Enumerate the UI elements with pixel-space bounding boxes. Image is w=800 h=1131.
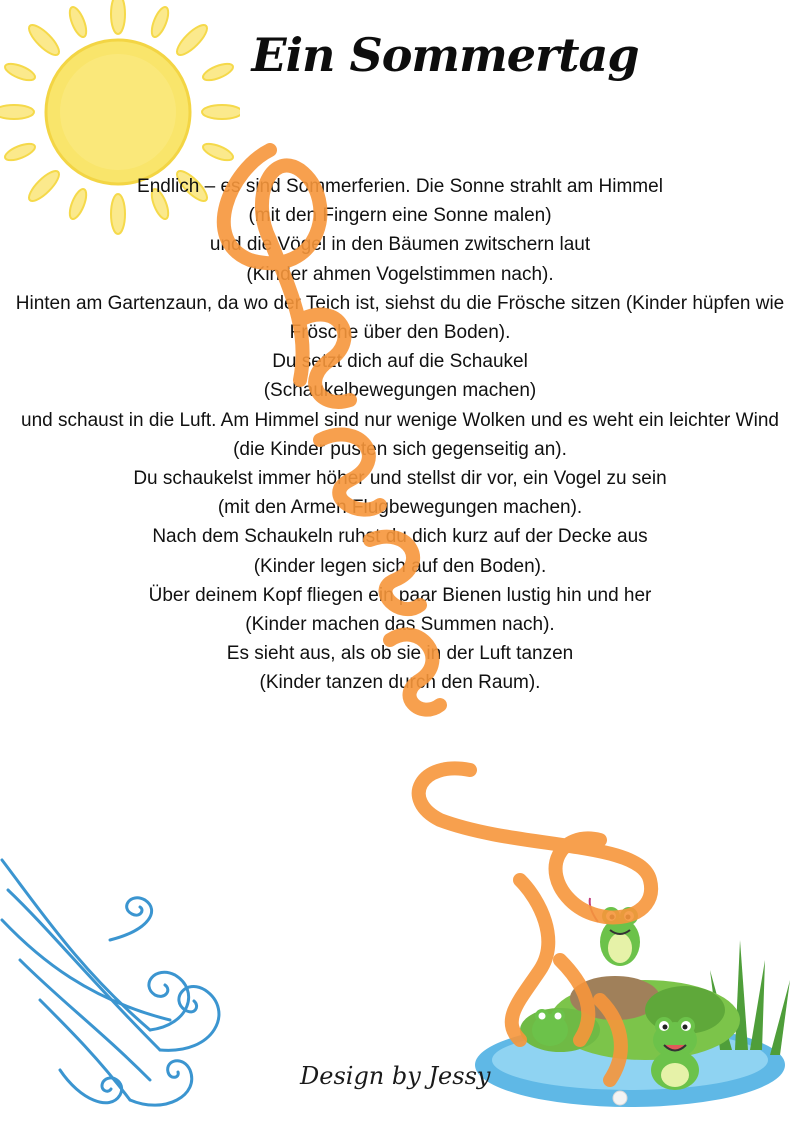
signature: Design by Jessy: [300, 1062, 491, 1090]
frog-pond-illustration: [470, 880, 800, 1120]
story-line: Du schaukelst immer höher und stellst dir vor, ein Vogel zu sein: [133, 468, 667, 490]
story-line: Endlich – es sind Sommerferien. Die Sonne strahlt am Himmel: [137, 176, 663, 197]
story-line: Hinten am Gartenzaun, da wo der Teich ist, siehst du die Frösche sitzen (Kinder hüpfen wie Frösche über den Boden).: [15, 292, 785, 344]
story-line: (Kinder ahmen Vogelstimmen nach).: [246, 263, 554, 285]
wind-icon: [0, 850, 240, 1120]
story-line: Über deinem Kopf fliegen ein paar Bienen lustig hin und her: [148, 584, 652, 606]
story-line: (Schaukelbewegungen machen): [263, 380, 537, 402]
story-line: und schaust in die Luft. Am Himmel sind nur wenige Wolken und es weht ein leichter Wind: [21, 409, 779, 431]
story-line: (Kinder legen sich auf den Boden).: [253, 555, 547, 577]
story-line: Du setzt dich auf die Schaukel: [272, 351, 528, 373]
story-line: Nach dem Schaukeln ruhst du dich kurz auf der Decke aus: [152, 526, 648, 548]
story-line: (mit den Armen Flugbewegungen machen).: [217, 497, 583, 519]
story-line: (Kinder tanzen durch den Raum).: [259, 672, 541, 694]
page-title: Ein Sommertag: [251, 28, 639, 82]
story-line: Es sieht aus, als ob sie in der Luft tanzen: [226, 643, 574, 665]
story-line: (Kinder machen das Summen nach).: [245, 614, 555, 636]
story-text: [0, 172, 800, 698]
story-line: und die Vögel in den Bäumen zwitschern laut: [209, 234, 591, 256]
story-line: (die Kinder pusten sich gegenseitig an).: [233, 438, 567, 460]
story-line: (mit den Fingern eine Sonne malen): [248, 205, 552, 227]
